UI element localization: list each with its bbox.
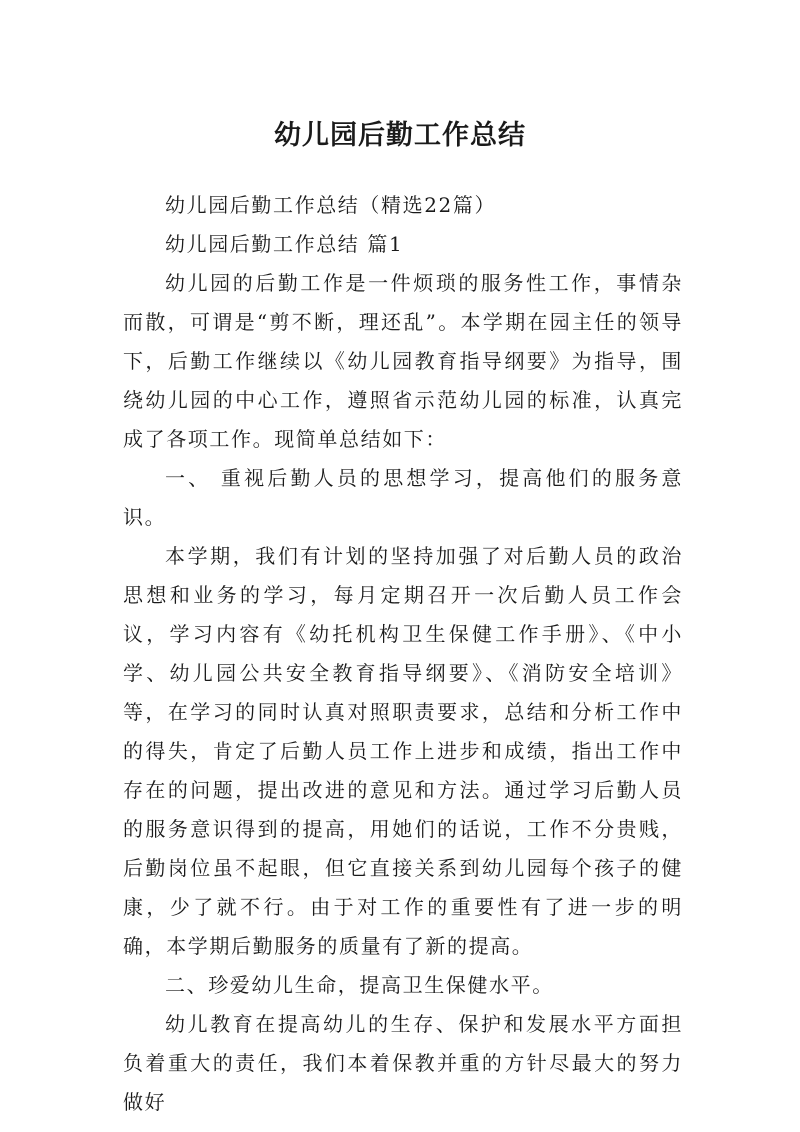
heading-one: 一、 重视后勤人员的思想学习，提高他们的服务意识。 (123, 466, 683, 529)
heading-two: 二、珍爱幼儿生命，提高卫生保健水平。 (165, 973, 554, 997)
section-heading: 幼儿园后勤工作总结 篇1 (165, 232, 404, 256)
paragraph-intro: 幼儿园的后勤工作是一件烦琐的服务性工作，事情杂而散，可谓是“剪不断，理还乱”。本学期在园主任的领导下，后勤工作继续以《幼儿园教育指导纲要》为指导，围绕幼儿园的中心工作，遵照省示范幼儿园的标准，认真完成了各项工作。现简单总结如下： (123, 271, 683, 451)
subtitle-line: 幼儿园后勤工作总结（精选22篇） (165, 193, 497, 217)
document-title: 幼儿园后勤工作总结 (274, 120, 526, 152)
document-body (123, 186, 683, 1122)
paragraph-study: 本学期，我们有计划的坚持加强了对后勤人员的政治思想和业务的学习，每月定期召开一次后勤人员工作会议，学习内容有《幼托机构卫生保健工作手册》、《中小学、幼儿园公共安全教育指导纲要》、《消防安全培训》等，在学习的同时认真对照职责要求，总结和分析工作中的得失，肯定了后勤人员工作上进步和成绩，指出工作中存在的问题，提出改进的意见和方法。通过学习后勤人员的服务意识得到的提高，用她们的话说，工作不分贵贱，后勤岗位虽不起眼，但它直接关系到幼儿园每个孩子的健康，少了就不行。由于对工作的重要性有了进一步的明确，本学期后勤服务的质量有了新的提高。 (123, 544, 683, 958)
paragraph-health: 幼儿教育在提高幼儿的生存、保护和发展水平方面担负着重大的责任，我们本着保教并重的方针尽最大的努力做好 (123, 1012, 683, 1114)
